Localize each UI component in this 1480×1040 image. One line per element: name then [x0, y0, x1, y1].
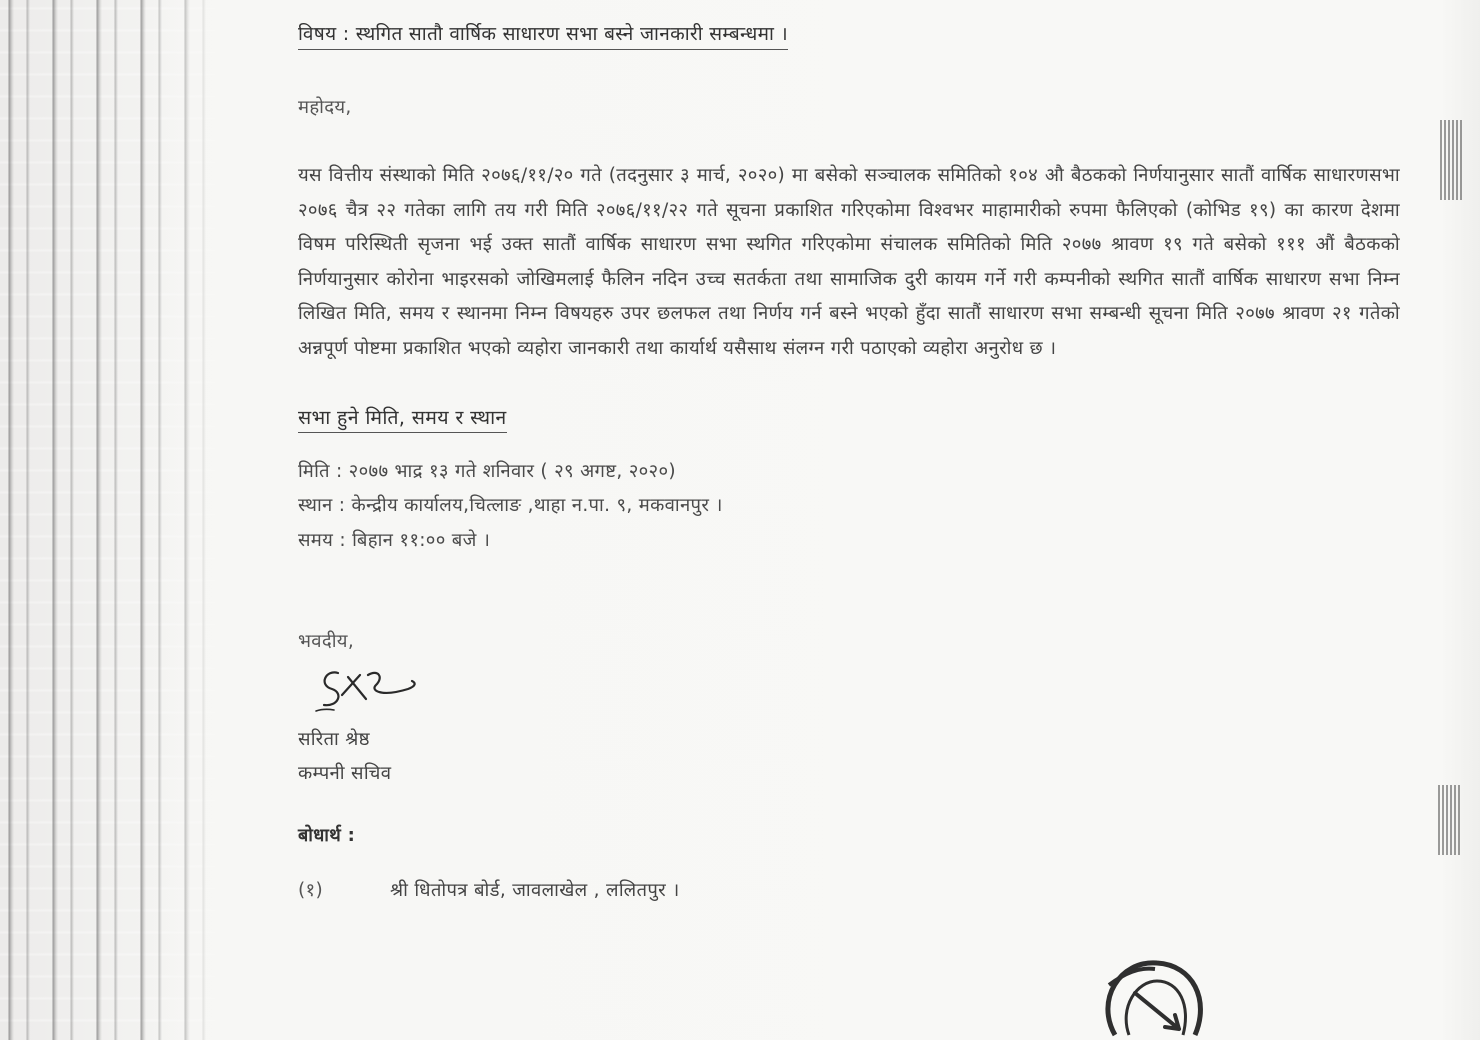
meeting-section-heading: सभा हुने मिति, समय र स्थान	[298, 403, 507, 433]
meeting-details	[298, 455, 1403, 559]
scanner-mark-right-bottom	[1438, 785, 1460, 855]
cc-item-text: श्री धितोपत्र बोर्ड, जावलाखेल , ललितपुर ।	[390, 880, 680, 902]
cc-heading: बोधार्थ :	[298, 825, 356, 847]
letter-subject: विषय : स्थगित सातौ वार्षिक साधारण सभा बस्ने जानकारी सम्बन्धमा ।	[298, 20, 788, 50]
scanner-edge-fade	[0, 0, 240, 1040]
meeting-date: मिति : २०७७ भाद्र १३ गते शनिवार ( २९ अगष्ट, २०२०)	[298, 460, 676, 482]
letter-body-paragraph: यस वित्तीय संस्थाको मिति २०७६/११/२० गते (तदनुसार ३ मार्च, २०२०) मा बसेको सञ्चालक समितिको १०४ औ बैठकको निर्णयानुसार सातौं वार्षिक साधारणसभा २०७६ चैत्र २२ गतेका लागि तय गरी मिति २०७६/११/२२ गते सूचना प्रकाशित गरिएकोमा विश्वभर माहामारीको रुपमा फैलिएको (कोभिड १९) का कारण देशमा विषम परिस्थिती सृजना भई उक्त सातौं वार्षिक साधारण सभा स्थगित गरिएकोमा संचालक समितिको मिति २०७७ श्रावण १९ गते बसेको १११ औं बैठकको निर्णयानुसार कोरोना भाइरसको जोखिमलाई फैलिन नदिन उच्च सतर्कता तथा सामाजिक दुरी कायम गर्ने गरी कम्पनीको स्थगित सातौं वार्षिक साधारण सभा निम्न लिखित मिति, समय र स्थानमा निम्न विषयहरु उपर छलफल तथा निर्णय गर्न बस्ने भएको हुँदा सातौं साधारण सभा सम्बन्धी सूचना मिति २०७७ श्रावण २१ गतेको अन्नपूर्ण पोष्टमा प्रकाशित भएको व्यहोरा जानकारी तथा कार्यार्थ यसैसाथ संलग्न गरी पठाएको व्यहोरा अनुरोध छ ।	[298, 165, 1400, 359]
signer-name: सरिता श्रेष्ठ	[298, 729, 370, 751]
scanner-mark-right-top	[1440, 120, 1462, 200]
letter-closing: भवदीय,	[298, 631, 355, 653]
letter-content	[298, 14, 1403, 902]
company-stamp-icon	[1095, 945, 1215, 1040]
signer-title: कम्पनी सचिव	[298, 763, 392, 785]
cc-item-number: (१)	[298, 880, 323, 902]
meeting-place: स्थान : केन्द्रीय कार्यालय,चित्लाङ ,थाहा न.पा. ९, मकवानपुर ।	[298, 495, 723, 517]
cc-list-item	[298, 877, 1403, 902]
signature-icon	[308, 655, 428, 719]
letter-salutation: महोदय,	[298, 97, 352, 118]
meeting-time: समय : बिहान ११:०० बजे ।	[298, 529, 491, 551]
handwritten-signature	[298, 655, 1403, 719]
